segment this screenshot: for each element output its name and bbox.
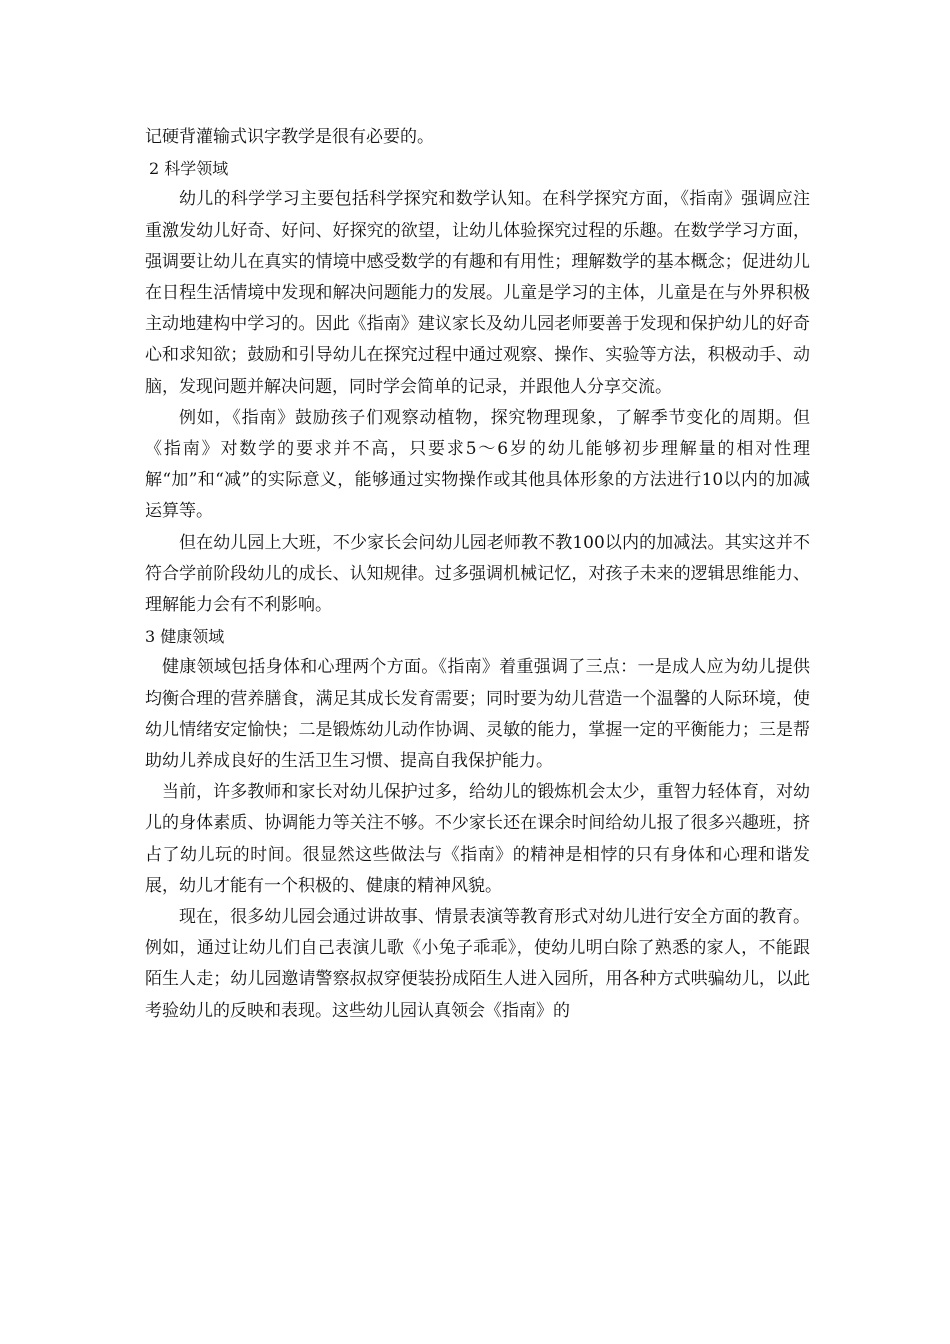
paragraph-continuation: 记硬背灌输式识字教学是很有必要的。 bbox=[145, 127, 434, 147]
paragraph-health-safety: 现在，很多幼儿园会通过讲故事、情景表演等教育形式对幼儿进行安全方面的教育。例如，通过让幼儿们自己表演儿歌《小兔子乖乖》，使幼儿明白除了熟悉的家人，不能跟陌生人走；幼儿园邀请警察叔叔穿便装扮成陌生人进入园所，用各种方式哄骗幼儿，以此考验幼儿的反映和表现。这些幼儿园认真领会《指南》的 bbox=[145, 907, 810, 1021]
section-heading-science: 2 科学领域 bbox=[149, 159, 229, 179]
paragraph-science-intro: 幼儿的科学学习主要包括科学探究和数学认知。在科学探究方面，《指南》强调应注重激发幼儿好奇、好问、好探究的欲望，让幼儿体验探究过程的乐趣。在数学学习方面，强调要让幼儿在真实的情境中感受数学的有趣和有用性；理解数学的基本概念；促进幼儿在日程生活情境中发现和解决问题能力的发展。儿童是学习的主体，儿童是在与外界积极主动地建构中学习的。因此《指南》建议家长及幼儿园老师要善于发现和保护幼儿的好奇心和求知欲；鼓励和引导幼儿在探究过程中通过观察、操作、实验等方法，积极动手、动脑，发现问题并解决问题，同时学会简单的记录，并跟他人分享交流。 bbox=[145, 189, 810, 397]
paragraph-health-intro: 健康领域包括身体和心理两个方面。《指南》着重强调了三点：一是成人应为幼儿提供均衡合理的营养膳食，满足其成长发育需要；同时要为幼儿营造一个温馨的人际环境，使幼儿情绪安定愉快；二是锻炼幼儿动作协调、灵敏的能力，掌握一定的平衡能力；三是帮助幼儿养成良好的生活卫生习惯、提高自我保护能力。 bbox=[145, 657, 810, 772]
section-heading-health: 3 健康领域 bbox=[145, 627, 225, 647]
paragraph-science-example: 例如，《指南》鼓励孩子们观察动植物，探究物理现象，了解季节变化的周期。但《指南》对数学的要求并不高，只要求5～6岁的幼儿能够初步理解量的相对性理解“加”和“减”的实际意义，能够通过实物操作或其他具体形象的方法进行10以内的加减运算等。 bbox=[145, 407, 810, 522]
paragraph-health-current: 当前，许多教师和家长对幼儿保护过多，给幼儿的锻炼机会太少，重智力轻体育，对幼儿的身体素质、协调能力等关注不够。不少家长还在课余时间给幼儿报了很多兴趣班，挤占了幼儿玩的时间。很显然这些做法与《指南》的精神是相悖的只有身体和心理和谐发展，幼儿才能有一个积极的、健康的精神风貌。 bbox=[145, 782, 810, 896]
paragraph-science-kindergarten: 但在幼儿园上大班，不少家长会问幼儿园老师教不教100以内的加减法。其实这并不符合学前阶段幼儿的成长、认知规律。过多强调机械记忆，对孩子未来的逻辑思维能力、理解能力会有不利影响。 bbox=[145, 532, 810, 616]
document-body bbox=[145, 122, 810, 1027]
